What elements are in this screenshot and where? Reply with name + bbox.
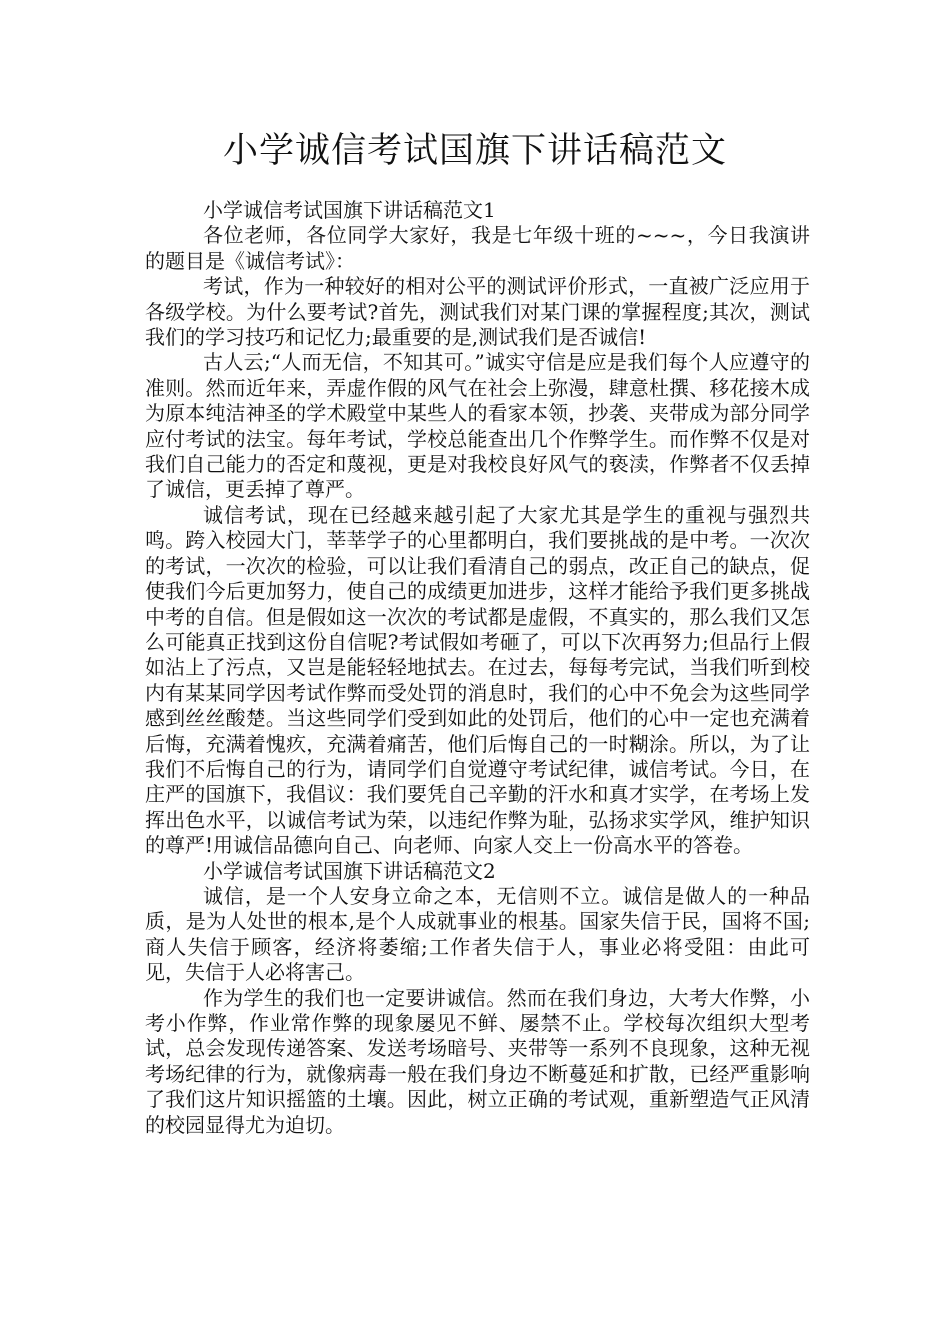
- section-heading-1: 小学诚信考试国旗下讲话稿范文1: [203, 198, 496, 222]
- paragraph-exam-purpose: 考试，作为一种较好的相对公平的测试评价形式，一直被广泛应用于各级学校。为什么要考试?首先，测试我们对某门课的掌握程度;其次，测试我们的学习技巧和记忆力;最重要的是,测试我们是否诚信!: [145, 274, 810, 350]
- section-heading-2: 小学诚信考试国旗下讲话稿范文2: [203, 858, 496, 883]
- paragraph-greeting: 各位老师，各位同学大家好，我是七年级十班的~~~，今日我演讲的题目是《诚信考试》：: [145, 223, 810, 273]
- paragraph-students: 作为学生的我们也一定要讲诚信。然而在我们身边，大考大作弊，小考小作弊，作业常作弊的现象屡见不鲜、屡禁不止。学校每次组织大型考试，总会发现传递答案、发送考场暗号、夹带等一系列不良现象，这种无视考场纪律的行为，就像病毒一般在我们身边不断蔓延和扩散，已经严重影响了我们这片知识摇篮的土壤。因此，树立正确的考试观，重新塑造气正风清的校园显得尤为迫切。: [145, 985, 810, 1137]
- document-title: 小学诚信考试国旗下讲话稿范文: [222, 131, 727, 171]
- paragraph-honest-exam: 诚信考试，现在已经越来越引起了大家尤其是学生的重视与强烈共鸣。跨入校园大门，莘莘学子的心里都明白，我们要挑战的是中考。一次次的考试，一次次的检验，可以让我们看清自己的弱点，改正自己的缺点，促使我们今后更加努力，使自己的成绩更加进步，这样才能给予我们更多挑战中考的自信。但是假如这一次次的考试都是虚假，不真实的，那么我们又怎么可能真正找到这份自信呢?考试假如考砸了，可以下次再努力;但品行上假如沾上了污点，又岂是能轻轻地拭去。在过去，每每考完试，当我们听到校内有某某同学因考试作弊而受处罚的消息时，我们的心中不免会为这些同学感到丝丝酸楚。当这些同学们受到如此的处罚后，他们的心中一定也充满着后悔，充满着愧疚，充满着痛苦，他们后悔自己的一时糊涂。所以，为了让我们不后悔自己的行为，请同学们自觉遵守考试纪律，诚信考试。今日，在庄严的国旗下，我倡议：我们要凭自己辛勤的汗水和真才实学，在考场上发挥出色水平，以诚信考试为荣，以违纪作弊为耻，弘扬求实学风，维护知识的尊严!用诚信品德向自己、向老师、向家人交上一份高水平的答卷。: [145, 502, 810, 858]
- paragraph-ancient-saying: 古人云;“人而无信，不知其可。”诚实守信是应是我们每个人应遵守的准则。然而近年来，弄虚作假的风气在社会上弥漫，肆意杜撰、移花接木成为原本纯洁神圣的学术殿堂中某些人的看家本领，抄袭、夹带成为部分同学应付考试的法宝。每年考试，学校总能查出几个作弊学生。而作弊不仅是对我们自己能力的否定和蔑视，更是对我校良好风气的亵渎，作弊者不仅丢掉了诚信，更丢掉了尊严。: [145, 350, 810, 502]
- paragraph-integrity: 诚信，是一个人安身立命之本，无信则不立。诚信是做人的一种品质，是为人处世的根本,是个人成就事业的根基。国家失信于民，国将不国;商人失信于顾客，经济将萎缩;工作者失信于人，事业必将受阻：由此可见，失信于人必将害己。: [145, 883, 810, 985]
- document-body: [145, 198, 810, 1138]
